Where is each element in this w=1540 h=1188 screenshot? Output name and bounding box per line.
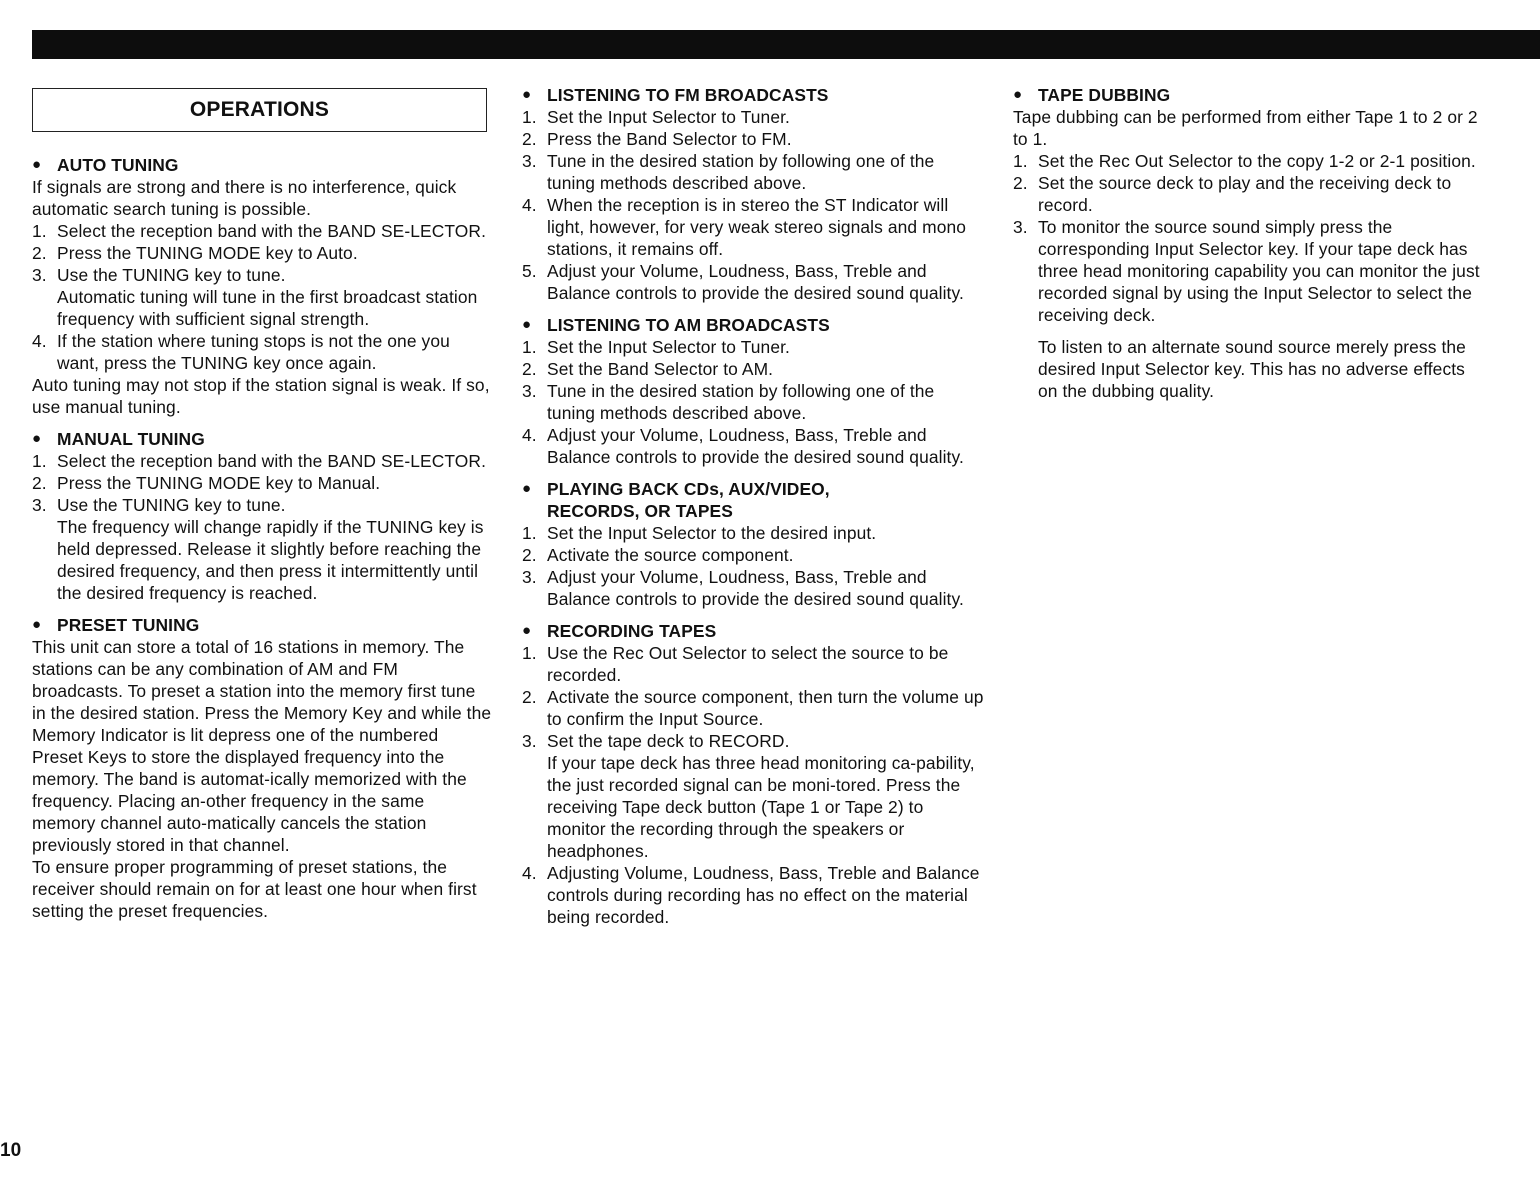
paragraph: To ensure proper programming of preset stations, the receiver should remain on for at least one hour when first setting the preset frequencies. xyxy=(32,857,477,921)
list-item: 2. Set the Band Selector to AM. xyxy=(522,359,774,379)
page-number: 10 xyxy=(0,1140,22,1161)
section-heading: ● LISTENING TO FM BROADCASTS xyxy=(522,85,829,105)
section-heading: ● AUTO TUNING xyxy=(32,155,179,175)
list-item: 4. When the reception is in stereo the ST Indicator will light, however, for very weak stereo signals and mono stations, it remains off. xyxy=(522,195,967,259)
numbered-list xyxy=(522,642,984,928)
header-bar xyxy=(32,30,1540,59)
list-item: 3. To monitor the source sound simply press the corresponding Input Selector key. If your tape deck has three head monitoring capability you can monitor the just recorded signal by using the Input Selector to select the receiving deck. xyxy=(1013,217,1480,325)
auto-tuning-section xyxy=(32,154,492,418)
section-heading: ● PLAYING BACK CDs, AUX/VIDEO, RECORDS, OR TAPES xyxy=(522,479,830,521)
paragraph: Tape dubbing can be performed from either Tape 1 to 2 or 2 to 1. xyxy=(1013,107,1478,149)
list-item: 1. Set the Input Selector to the desired input. xyxy=(522,523,877,543)
item-detail: If your tape deck has three head monitoring ca-pability, the just recorded signal can be moni-tored. Press the receiving Tape deck button (Tape 1 or Tape 2) to monitor the recording through the speakers or headphones. xyxy=(547,753,975,861)
numbered-list xyxy=(32,450,492,604)
list-item: 1. Use the Rec Out Selector to select the source to be recorded. xyxy=(522,643,949,685)
numbered-list xyxy=(522,106,984,304)
list-item: 3. Tune in the desired station by following one of the tuning methods described above. xyxy=(522,151,935,193)
bullet-icon: ● xyxy=(32,156,42,173)
numbered-list xyxy=(522,522,984,610)
bullet-icon: ● xyxy=(522,316,532,333)
tape-dubbing-section xyxy=(1013,84,1483,402)
preset-tuning-section xyxy=(32,614,492,922)
column-3 xyxy=(1013,84,1483,412)
item-detail: The frequency will change rapidly if the TUNING key is held depressed. Release it slightly before reaching the desired frequency, and then press it intermittently until the desired frequency is reached. xyxy=(57,517,484,603)
list-item: 3. Use the TUNING key to tune. xyxy=(32,495,286,515)
list-item: 1. Set the Input Selector to Tuner. xyxy=(522,107,790,127)
note-paragraph: To listen to an alternate sound source merely press the desired Input Selector key. This has no adverse effects on the dubbing quality. xyxy=(1038,337,1466,401)
list-item: 4. Adjusting Volume, Loudness, Bass, Treble and Balance controls during recording has no effect on the material being recorded. xyxy=(522,863,980,927)
section-heading: ● RECORDING TAPES xyxy=(522,621,717,641)
list-item: 2. Activate the source component, then turn the volume up to confirm the Input Source. xyxy=(522,687,984,729)
numbered-list xyxy=(32,220,492,374)
list-item: 2. Press the TUNING MODE key to Manual. xyxy=(32,473,381,493)
list-item: 4. Adjust your Volume, Loudness, Bass, Treble and Balance controls to provide the desired sound quality. xyxy=(522,425,964,467)
operations-title-box xyxy=(32,88,487,132)
list-item: 2. Press the TUNING MODE key to Auto. xyxy=(32,243,358,263)
list-item: 3. Use the TUNING key to tune. xyxy=(32,265,286,285)
list-item: 3. Set the tape deck to RECORD. xyxy=(522,731,790,751)
list-item: 3. Tune in the desired station by following one of the tuning methods described above. xyxy=(522,381,935,423)
manual-tuning-section xyxy=(32,428,492,604)
list-item: 2. Press the Band Selector to FM. xyxy=(522,129,792,149)
section-heading: ● LISTENING TO AM BROADCASTS xyxy=(522,315,830,335)
list-item: 1. Select the reception band with the BAND SE-LECTOR. xyxy=(32,221,487,241)
numbered-list xyxy=(1013,150,1483,326)
bullet-icon: ● xyxy=(1013,86,1023,103)
bullet-icon: ● xyxy=(522,480,532,497)
list-item: 2. Activate the source component. xyxy=(522,545,794,565)
paragraph: If signals are strong and there is no interference, quick automatic search tuning is possible. xyxy=(32,177,457,219)
list-item: 3. Adjust your Volume, Loudness, Bass, Treble and Balance controls to provide the desired sound quality. xyxy=(522,567,964,609)
section-heading: ● TAPE DUBBING xyxy=(1013,85,1171,105)
column-1 xyxy=(32,86,492,932)
recording-section xyxy=(522,620,984,928)
playback-section xyxy=(522,478,984,610)
bullet-icon: ● xyxy=(32,430,42,447)
column-2 xyxy=(522,84,984,938)
list-item: 1. Set the Rec Out Selector to the copy 1-2 or 2-1 position. xyxy=(1013,151,1476,171)
fm-broadcasts-section xyxy=(522,84,984,304)
paragraph: This unit can store a total of 16 stations in memory. The stations can be any combination of AM and FM broadcasts. To preset a station into the memory first tune in the desired station. Press the Memory Key and while the Memory Indicator is lit depress one of the numbered Preset Keys to store the displayed frequency into the memory. The band is automat-ically memorized with the frequency. Placing an-other frequency in the same memory channel auto-matically cancels the station previously stored in that channel. xyxy=(32,637,492,855)
bullet-icon: ● xyxy=(522,86,532,103)
list-item: 2. Set the source deck to play and the receiving deck to record. xyxy=(1013,173,1452,215)
am-broadcasts-section xyxy=(522,314,984,468)
bullet-icon: ● xyxy=(522,622,532,639)
item-detail: Automatic tuning will tune in the first broadcast station frequency with sufficient signal strength. xyxy=(57,287,478,329)
paragraph: Auto tuning may not stop if the station signal is weak. If so, use manual tuning. xyxy=(32,375,490,417)
list-item: 4. If the station where tuning stops is not the one you want, press the TUNING key once again. xyxy=(32,331,450,373)
section-heading: ● PRESET TUNING xyxy=(32,615,200,635)
page-title: OPERATIONS xyxy=(189,98,330,121)
list-item: 1. Select the reception band with the BAND SE-LECTOR. xyxy=(32,451,487,471)
list-item: 5. Adjust your Volume, Loudness, Bass, Treble and Balance controls to provide the desired sound quality. xyxy=(522,261,964,303)
numbered-list xyxy=(522,336,984,468)
bullet-icon: ● xyxy=(32,616,42,633)
list-item: 1. Set the Input Selector to Tuner. xyxy=(522,337,790,357)
section-heading: ● MANUAL TUNING xyxy=(32,429,205,449)
